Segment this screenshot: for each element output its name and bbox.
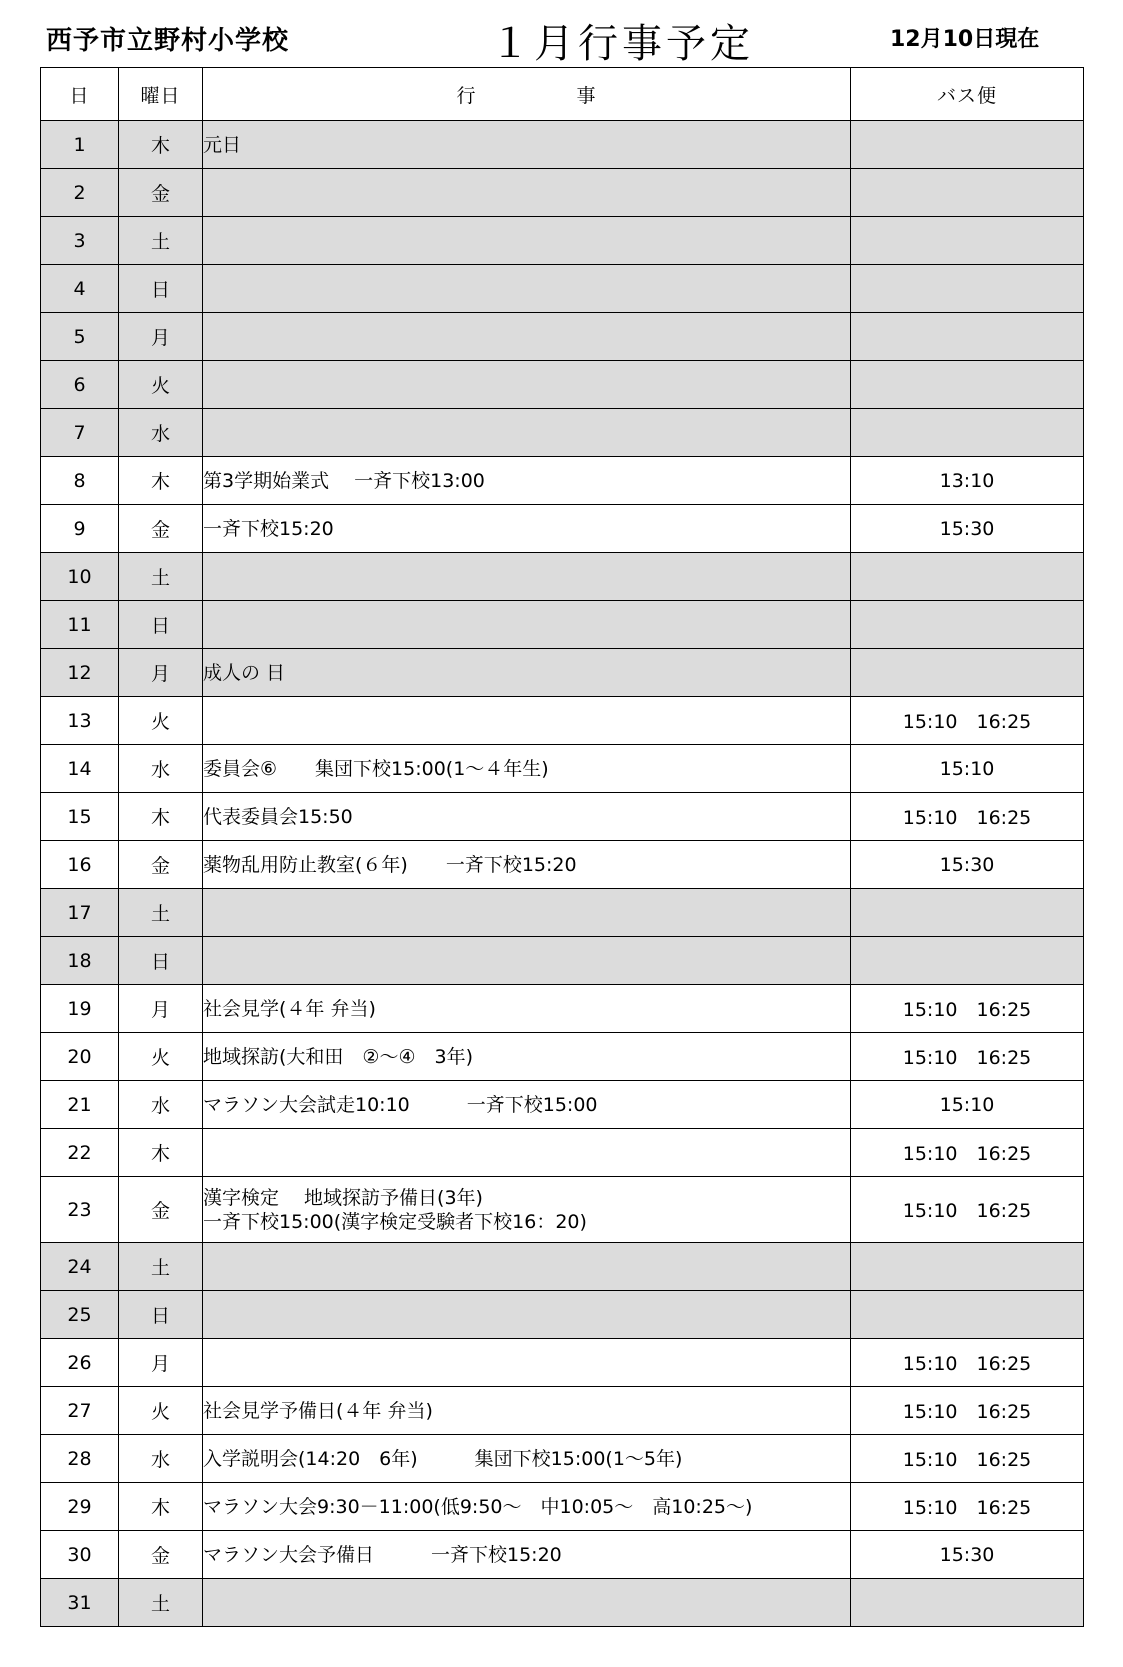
weekday-cell: 月 xyxy=(119,313,203,361)
weekday-cell: 土 xyxy=(119,217,203,265)
event-text: 社会見学(４年 弁当) xyxy=(203,997,376,1020)
table-body xyxy=(41,121,1084,1627)
table-row xyxy=(41,1339,1084,1387)
table-row xyxy=(41,361,1084,409)
bus-cell xyxy=(851,265,1084,313)
day-cell: 27 xyxy=(41,1387,119,1435)
column-header-bus xyxy=(851,68,1084,121)
table-row xyxy=(41,265,1084,313)
column-header-weekday xyxy=(119,68,203,121)
day-cell: 16 xyxy=(41,841,119,889)
day-cell: 11 xyxy=(41,601,119,649)
event-cell xyxy=(203,649,851,697)
table-row xyxy=(41,985,1084,1033)
bus-cell xyxy=(851,937,1084,985)
bus-cell xyxy=(851,313,1084,361)
weekday-cell: 火 xyxy=(119,697,203,745)
table-row xyxy=(41,745,1084,793)
day-cell: 12 xyxy=(41,649,119,697)
day-cell: 18 xyxy=(41,937,119,985)
table-row xyxy=(41,1435,1084,1483)
weekday-cell: 日 xyxy=(119,265,203,313)
day-cell: 13 xyxy=(41,697,119,745)
day-cell: 10 xyxy=(41,553,119,601)
event-cell xyxy=(203,985,851,1033)
bus-cell: 15:10 16:25 xyxy=(851,985,1084,1033)
day-cell: 2 xyxy=(41,169,119,217)
table-row xyxy=(41,1081,1084,1129)
event-cell xyxy=(203,1579,851,1627)
weekday-cell: 火 xyxy=(119,1387,203,1435)
weekday-cell: 木 xyxy=(119,457,203,505)
bus-cell xyxy=(851,1291,1084,1339)
event-text: 委員会⑥ 集団下校15:00(1～４年生) xyxy=(203,757,549,780)
weekday-cell: 土 xyxy=(119,553,203,601)
table-row xyxy=(41,505,1084,553)
bus-cell: 15:30 xyxy=(851,841,1084,889)
table-row xyxy=(41,121,1084,169)
day-cell: 19 xyxy=(41,985,119,1033)
event-cell xyxy=(203,265,851,313)
day-cell: 6 xyxy=(41,361,119,409)
event-text: 第3学期始業式 一斉下校13:00 xyxy=(203,469,485,492)
table-row xyxy=(41,1579,1084,1627)
event-cell xyxy=(203,361,851,409)
table-row xyxy=(41,457,1084,505)
event-cell xyxy=(203,457,851,505)
weekday-cell: 金 xyxy=(119,841,203,889)
table-row xyxy=(41,553,1084,601)
column-header-day-label: 日 xyxy=(69,84,90,107)
day-cell: 4 xyxy=(41,265,119,313)
event-cell xyxy=(203,1177,851,1243)
event-cell xyxy=(203,553,851,601)
weekday-cell: 金 xyxy=(119,169,203,217)
bus-cell: 15:10 16:25 xyxy=(851,1339,1084,1387)
day-cell: 28 xyxy=(41,1435,119,1483)
table-row xyxy=(41,217,1084,265)
event-text: 入学説明会(14:20 6年) 集団下校15:00(1～5年) xyxy=(203,1447,683,1470)
event-text: マラソン大会予備日 一斉下校15:20 xyxy=(203,1543,562,1566)
event-cell xyxy=(203,217,851,265)
day-cell: 1 xyxy=(41,121,119,169)
event-cell xyxy=(203,745,851,793)
bus-cell: 15:10 16:25 xyxy=(851,1033,1084,1081)
event-cell xyxy=(203,1243,851,1291)
day-cell: 21 xyxy=(41,1081,119,1129)
weekday-cell: 日 xyxy=(119,937,203,985)
bus-cell: 15:10 xyxy=(851,745,1084,793)
bus-cell xyxy=(851,649,1084,697)
event-cell xyxy=(203,841,851,889)
event-text: 薬物乱用防止教室(６年) 一斉下校15:20 xyxy=(203,853,577,876)
day-cell: 22 xyxy=(41,1129,119,1177)
day-cell: 3 xyxy=(41,217,119,265)
weekday-cell: 火 xyxy=(119,1033,203,1081)
bus-cell xyxy=(851,361,1084,409)
table-header xyxy=(41,68,1084,121)
event-text: 一斉下校15:20 xyxy=(203,517,334,540)
page-title: １月行事予定 xyxy=(490,21,754,67)
bus-cell xyxy=(851,169,1084,217)
event-text: マラソン大会試走10:10 一斉下校15:00 xyxy=(203,1093,598,1116)
event-cell xyxy=(203,409,851,457)
day-cell: 30 xyxy=(41,1531,119,1579)
day-cell: 7 xyxy=(41,409,119,457)
weekday-cell: 月 xyxy=(119,649,203,697)
day-cell: 31 xyxy=(41,1579,119,1627)
bus-cell: 15:10 16:25 xyxy=(851,1387,1084,1435)
event-text: 地域探訪(大和田 ②～④ 3年) xyxy=(203,1045,473,1068)
bus-cell: 15:10 16:25 xyxy=(851,1483,1084,1531)
event-cell xyxy=(203,1387,851,1435)
event-cell xyxy=(203,889,851,937)
bus-cell xyxy=(851,217,1084,265)
bus-cell: 15:10 16:25 xyxy=(851,1129,1084,1177)
table-row xyxy=(41,1129,1084,1177)
table-row xyxy=(41,601,1084,649)
event-cell xyxy=(203,505,851,553)
weekday-cell: 木 xyxy=(119,1483,203,1531)
day-cell: 15 xyxy=(41,793,119,841)
weekday-cell: 金 xyxy=(119,505,203,553)
weekday-cell: 水 xyxy=(119,409,203,457)
day-cell: 20 xyxy=(41,1033,119,1081)
bus-cell: 15:10 16:25 xyxy=(851,1177,1084,1243)
weekday-cell: 水 xyxy=(119,745,203,793)
event-cell xyxy=(203,1339,851,1387)
event-cell xyxy=(203,1291,851,1339)
day-cell: 9 xyxy=(41,505,119,553)
bus-cell xyxy=(851,409,1084,457)
day-cell: 29 xyxy=(41,1483,119,1531)
weekday-cell: 土 xyxy=(119,1243,203,1291)
weekday-cell: 日 xyxy=(119,1291,203,1339)
weekday-cell: 金 xyxy=(119,1177,203,1243)
table-row xyxy=(41,1033,1084,1081)
weekday-cell: 火 xyxy=(119,361,203,409)
weekday-cell: 月 xyxy=(119,985,203,1033)
bus-cell xyxy=(851,1243,1084,1291)
column-header-event-label: 行 事 xyxy=(456,84,597,107)
bus-cell xyxy=(851,601,1084,649)
weekday-cell: 土 xyxy=(119,1579,203,1627)
event-cell xyxy=(203,937,851,985)
table-row xyxy=(41,313,1084,361)
day-cell: 5 xyxy=(41,313,119,361)
event-text: 社会見学予備日(４年 弁当) xyxy=(203,1399,433,1422)
event-cell xyxy=(203,1129,851,1177)
event-cell xyxy=(203,793,851,841)
table-row xyxy=(41,409,1084,457)
table-row xyxy=(41,1531,1084,1579)
event-text: 成人の 日 xyxy=(203,661,286,684)
column-header-event xyxy=(203,68,851,121)
weekday-cell: 水 xyxy=(119,1435,203,1483)
event-cell xyxy=(203,697,851,745)
event-cell xyxy=(203,1483,851,1531)
table-row xyxy=(41,937,1084,985)
table-row xyxy=(41,793,1084,841)
weekday-cell: 日 xyxy=(119,601,203,649)
day-cell: 26 xyxy=(41,1339,119,1387)
event-cell xyxy=(203,601,851,649)
column-header-bus-label: バス便 xyxy=(936,84,997,107)
table-row xyxy=(41,169,1084,217)
bus-cell: 15:10 xyxy=(851,1081,1084,1129)
day-cell: 8 xyxy=(41,457,119,505)
event-text: 代表委員会15:50 xyxy=(203,805,353,828)
table-row xyxy=(41,1291,1084,1339)
bus-cell: 15:10 16:25 xyxy=(851,1435,1084,1483)
table-row xyxy=(41,697,1084,745)
table-row xyxy=(41,1387,1084,1435)
bus-cell: 13:10 xyxy=(851,457,1084,505)
bus-cell xyxy=(851,1579,1084,1627)
table-row xyxy=(41,841,1084,889)
weekday-cell: 月 xyxy=(119,1339,203,1387)
day-cell: 14 xyxy=(41,745,119,793)
day-cell: 17 xyxy=(41,889,119,937)
table-row xyxy=(41,1243,1084,1291)
bus-cell: 15:30 xyxy=(851,505,1084,553)
table-row xyxy=(41,889,1084,937)
header-row xyxy=(41,68,1084,121)
school-name: 西予市立野村小学校 xyxy=(46,26,290,56)
bus-cell: 15:30 xyxy=(851,1531,1084,1579)
weekday-cell: 水 xyxy=(119,1081,203,1129)
event-cell xyxy=(203,1531,851,1579)
bus-cell xyxy=(851,553,1084,601)
event-cell xyxy=(203,1435,851,1483)
day-cell: 23 xyxy=(41,1177,119,1243)
column-header-weekday-label: 曜日 xyxy=(140,84,181,107)
event-cell xyxy=(203,313,851,361)
table-row xyxy=(41,649,1084,697)
table-row xyxy=(41,1483,1084,1531)
event-cell xyxy=(203,1081,851,1129)
page-header xyxy=(0,0,1123,68)
weekday-cell: 金 xyxy=(119,1531,203,1579)
column-header-day xyxy=(41,68,119,121)
bus-cell xyxy=(851,889,1084,937)
event-cell xyxy=(203,1033,851,1081)
bus-cell: 15:10 16:25 xyxy=(851,697,1084,745)
event-text: 一斉下校15:00(漢字検定受験者下校16：20) xyxy=(203,1210,587,1233)
event-cell xyxy=(203,169,851,217)
day-cell: 25 xyxy=(41,1291,119,1339)
weekday-cell: 木 xyxy=(119,121,203,169)
event-text: 元日 xyxy=(203,133,242,156)
as-of-date: 12月10日現在 xyxy=(890,27,1040,52)
weekday-cell: 木 xyxy=(119,793,203,841)
day-cell: 24 xyxy=(41,1243,119,1291)
event-text: 漢字検定 地域探訪予備日(3年) xyxy=(203,1186,483,1209)
event-cell xyxy=(203,121,851,169)
event-text: マラソン大会9:30－11:00(低9:50～ 中10:05～ 高10:25～) xyxy=(203,1495,753,1518)
table-row xyxy=(41,1177,1084,1243)
weekday-cell: 木 xyxy=(119,1129,203,1177)
weekday-cell: 土 xyxy=(119,889,203,937)
schedule-table xyxy=(40,67,1084,1627)
bus-cell xyxy=(851,121,1084,169)
bus-cell: 15:10 16:25 xyxy=(851,793,1084,841)
